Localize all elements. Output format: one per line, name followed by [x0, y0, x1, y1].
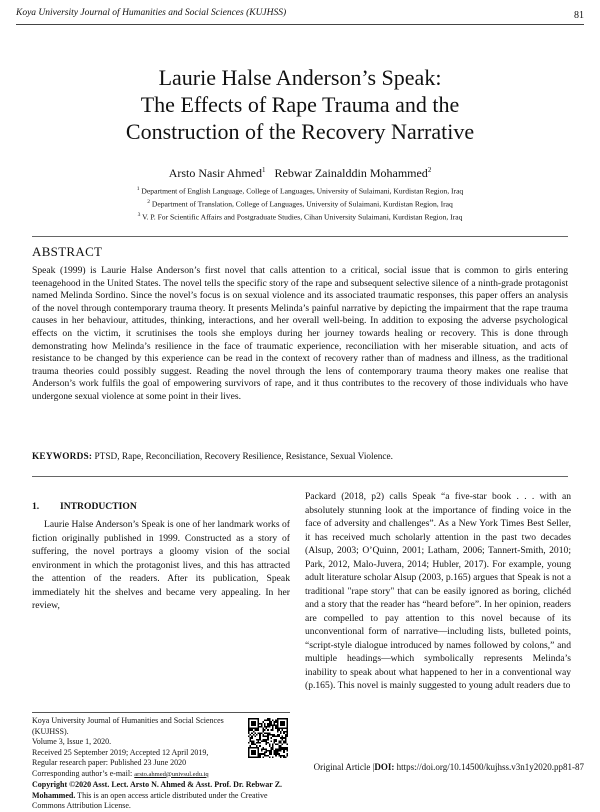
keywords-text: PTSD, Rape, Reconciliation, Recovery Resilience, Resistance, Sexual Violence.	[92, 452, 393, 462]
affiliations	[0, 184, 600, 223]
footer-published: Regular research paper: Published 23 June 2020	[32, 758, 187, 767]
keywords	[32, 452, 568, 462]
article-type: Original Article |	[313, 762, 375, 772]
title-line-1: Laurie Halse Anderson’s Speak:	[158, 65, 442, 90]
page-number: 81	[574, 10, 584, 21]
author-1-sup: 1	[262, 166, 266, 174]
article-doi-line	[314, 762, 584, 772]
article-title	[40, 64, 560, 145]
keywords-label: KEYWORDS:	[32, 452, 93, 462]
footer-copyright: Copyright ©2020 Asst. Lect. Arsto N. Ahmed & Asst. Prof. Dr. Rebwar Z. Mohammed. This is an open access article distributed under the Creative Commons Attribution License.	[32, 780, 283, 810]
email-link[interactable]: arsto.ahmed@univsul.edu.iq	[134, 770, 209, 778]
author-1: Arsto Nasir Ahmed	[168, 166, 263, 180]
intro-heading: 1. INTRODUCTION	[32, 501, 137, 512]
affiliation-2: $^2$ Department of Translation, College of Languages, University of Sulaimani, Kurdistan Region, Iraq	[147, 199, 453, 209]
title-line-3: Construction of the Recovery Narrative	[125, 119, 475, 144]
left-column	[32, 501, 290, 613]
author-2: Rebwar Zainalddin Mohammed	[274, 166, 428, 180]
right-column-body: Packard (2018, p2) calls Speak “a five-star book . . . with an absolutely stunning look at the importance of finding voice in the face of adversity and challenges”. As a New York Times Best Seller, it has received much scholarly attention in the past two decades (Alsup, 2003; O’Quinn, 2001; Latham, 2006; Tannert-Smith, 2010; Park, 2012, Malo-Juvera, 2014; Hubler, 2017). For example, young adult literature scholar Alsup (2003, p.165) argues that Speak is not a traditional "rape story" that can be easily ignored as boring, clichéd and a story that the reader has “heard before”. In her opinion, readers are compelled to pay attention to this novel because of its unconventional form of narrative—including lists, bulleted points, “script-style dialogue introduced by names followed by colons,” and multiple headings—which symbolically represents Melinda’s inability to speak about what happened to her in a conventional way (p.165). This novel is mainly suggested to young adult readers due to	[305, 491, 571, 691]
authors	[0, 166, 600, 181]
doi-link[interactable]: https://doi.org/10.14500/kujhss.v3n1y2020.pp81-87	[394, 762, 584, 772]
abstract-body: Speak (1999) is Laurie Halse Anderson’s first novel that calls attention to a critical, social issue that is common to girls entering teenagehood in the United States. The novel tells the specific story of the rape and subsequent selective silence of a ninth-grade protagonist named Melinda Sordino. Since the novel’s focus is on sexual violence and its associated traumatic responses, this paper offers an analysis of the novel through contemporary trauma theory. It presents Melinda’s painful narrative by depicting the impairment that the rape trauma causes in her behaviour, attitudes, thinking, interactions, and her overall well-being. In addition to exposing the adverse psychological effects on the victim, it scrutinises the tools she employs during her journey towards healing or recovery. This is done through demonstrating how Melinda’s resilience in the face of traumatic experience, reconciliation with her miserable situation, and acts of resistance to be changed by this experience can be read in the context of recovery rather than of madness and illness, as the traditional trauma theories could possibly suggest. Reading the novel through the lens of contemporary trauma theory makes one realise that Anderson’s work fulfils the goal of empowering survivors of rape, and it thus contributes to the recovery of those individuals who have undergone sexual violence at some point in their lives.	[32, 265, 568, 402]
footer-rule	[32, 712, 290, 713]
abstract-top-rule	[32, 236, 568, 237]
doi-label: DOI:	[374, 762, 395, 772]
right-column	[305, 490, 571, 693]
intro-body: Laurie Halse Anderson’s Speak is one of her landmark works of fiction originally published in 1999. Constructed as a story of suffering, the novel portrays a gloomy vision of the social environment in which the protagonist lives, and this has attracted the attention of the readers. After its publication, Speak immediately hit the shelves and became very appealing. In her review,	[32, 519, 290, 611]
page-header	[16, 8, 584, 28]
affiliation-1: $^1$ Department of English Language, College of Languages, University of Sulaimani, Kurdistan Region, Iraq	[136, 186, 464, 196]
footer-volume: Volume 3, Issue 1, 2020.	[32, 737, 112, 746]
footer-received: Received 25 September 2019; Accepted 12 April 2019,	[32, 747, 209, 757]
footer-email: Corresponding author’s e-mail: arsto.ahmed@univsul.edu.iq	[32, 768, 209, 778]
affiliation-3: $^3$ V. P. For Scientific Affairs and Postgraduate Studies, Cihan University Sulaimani, Kurdistan Region, Iraq	[137, 212, 463, 222]
title-line-2: The Effects of Rape Trauma and the	[140, 92, 460, 117]
abstract-heading: ABSTRACT	[32, 244, 103, 259]
abstract-bottom-rule	[32, 476, 568, 477]
author-2-sup: 2	[427, 166, 432, 174]
journal-name: Koya University Journal of Humanities and Social Sciences (KUJHSS)	[16, 8, 287, 18]
qr-code-icon	[248, 718, 288, 758]
footer-journal: Koya University Journal of Humanities and Social Sciences (KUJHSS).	[32, 716, 224, 736]
header-rule	[16, 24, 584, 25]
